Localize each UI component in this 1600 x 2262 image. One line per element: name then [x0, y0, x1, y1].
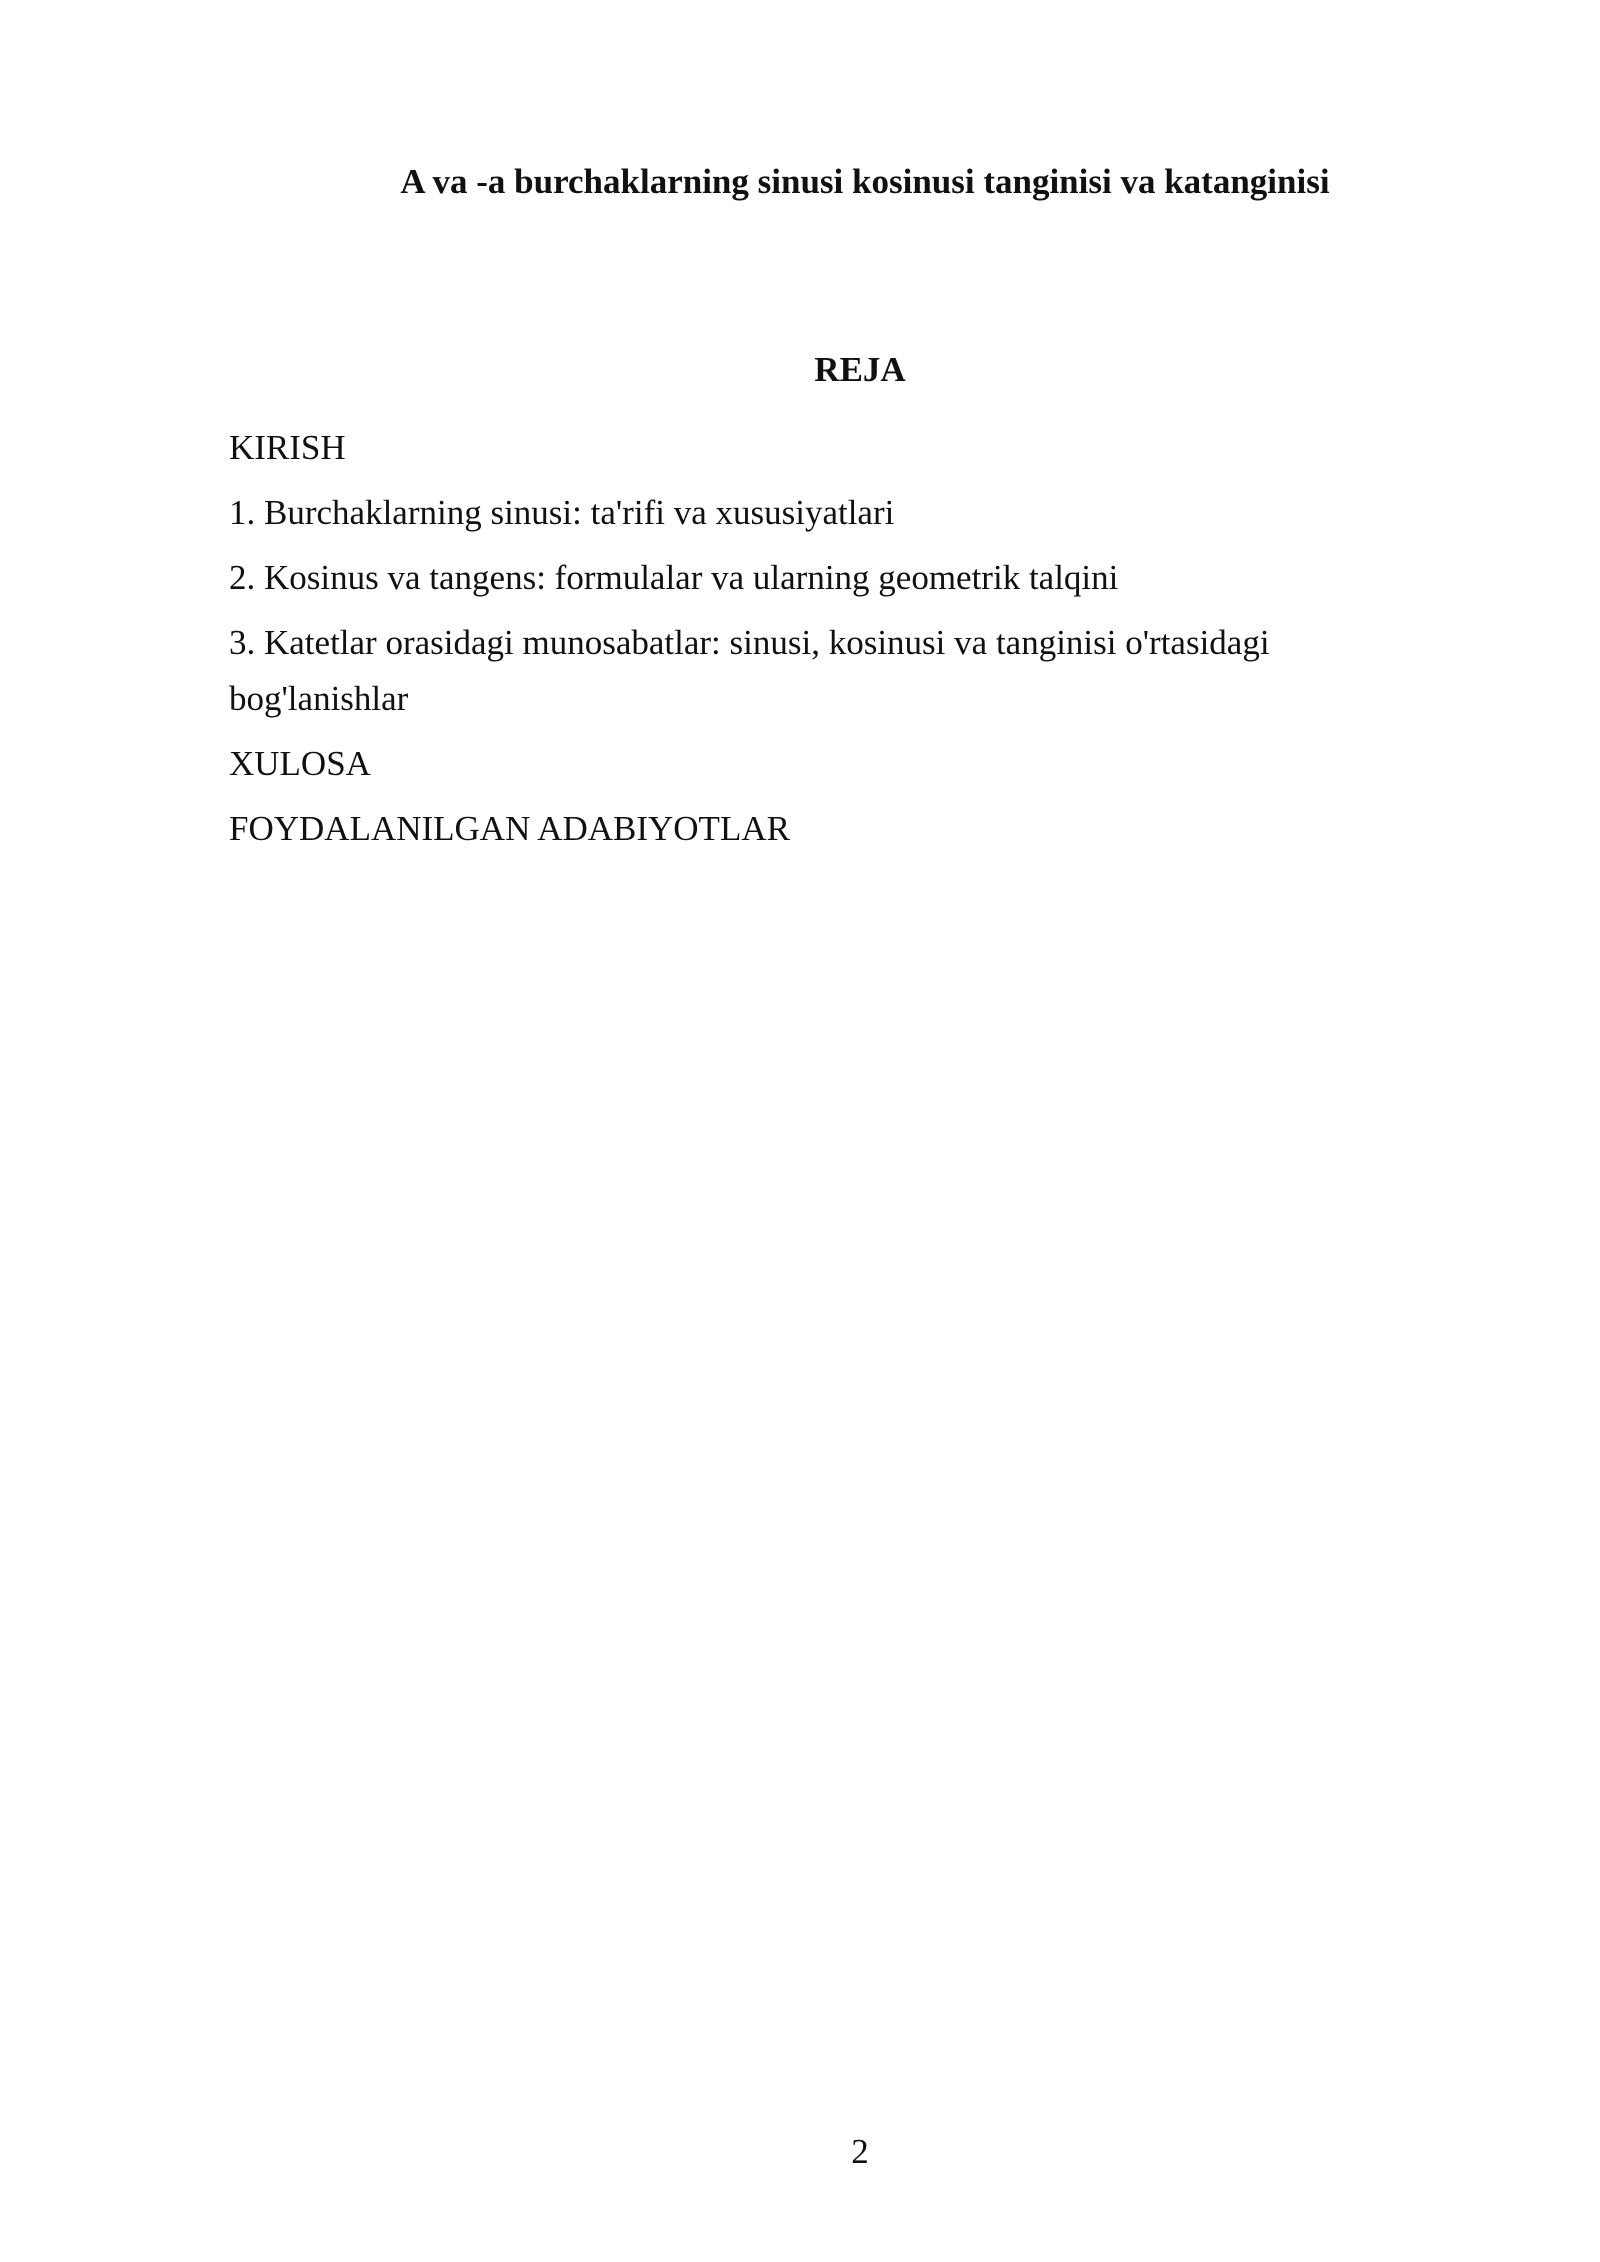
plan-item-introduction: KIRISH — [229, 428, 346, 467]
plan-item-1: 1. Burchaklarning sinusi: ta'rifi va xususiyatlari — [229, 493, 895, 532]
plan-item-2: 2. Kosinus va tangens: formulalar va ularning geometrik talqini — [229, 558, 1119, 597]
document-title: A va -a burchaklarning sinusi kosinusi tanginisi va katanginisi — [400, 162, 1330, 201]
plan-heading: REJA — [814, 350, 906, 389]
plan-item-conclusion: XULOSA — [229, 744, 371, 783]
plan-item-references: FOYDALANILGAN ADABIYOTLAR — [229, 809, 790, 848]
page-number: 2 — [851, 2132, 869, 2171]
plan-list — [229, 420, 1379, 866]
plan-item-3: 3. Katetlar orasidagi munosabatlar: sinusi, kosinusi va tanginisi o'rtasidagi bog'lanishlar — [229, 623, 1270, 718]
